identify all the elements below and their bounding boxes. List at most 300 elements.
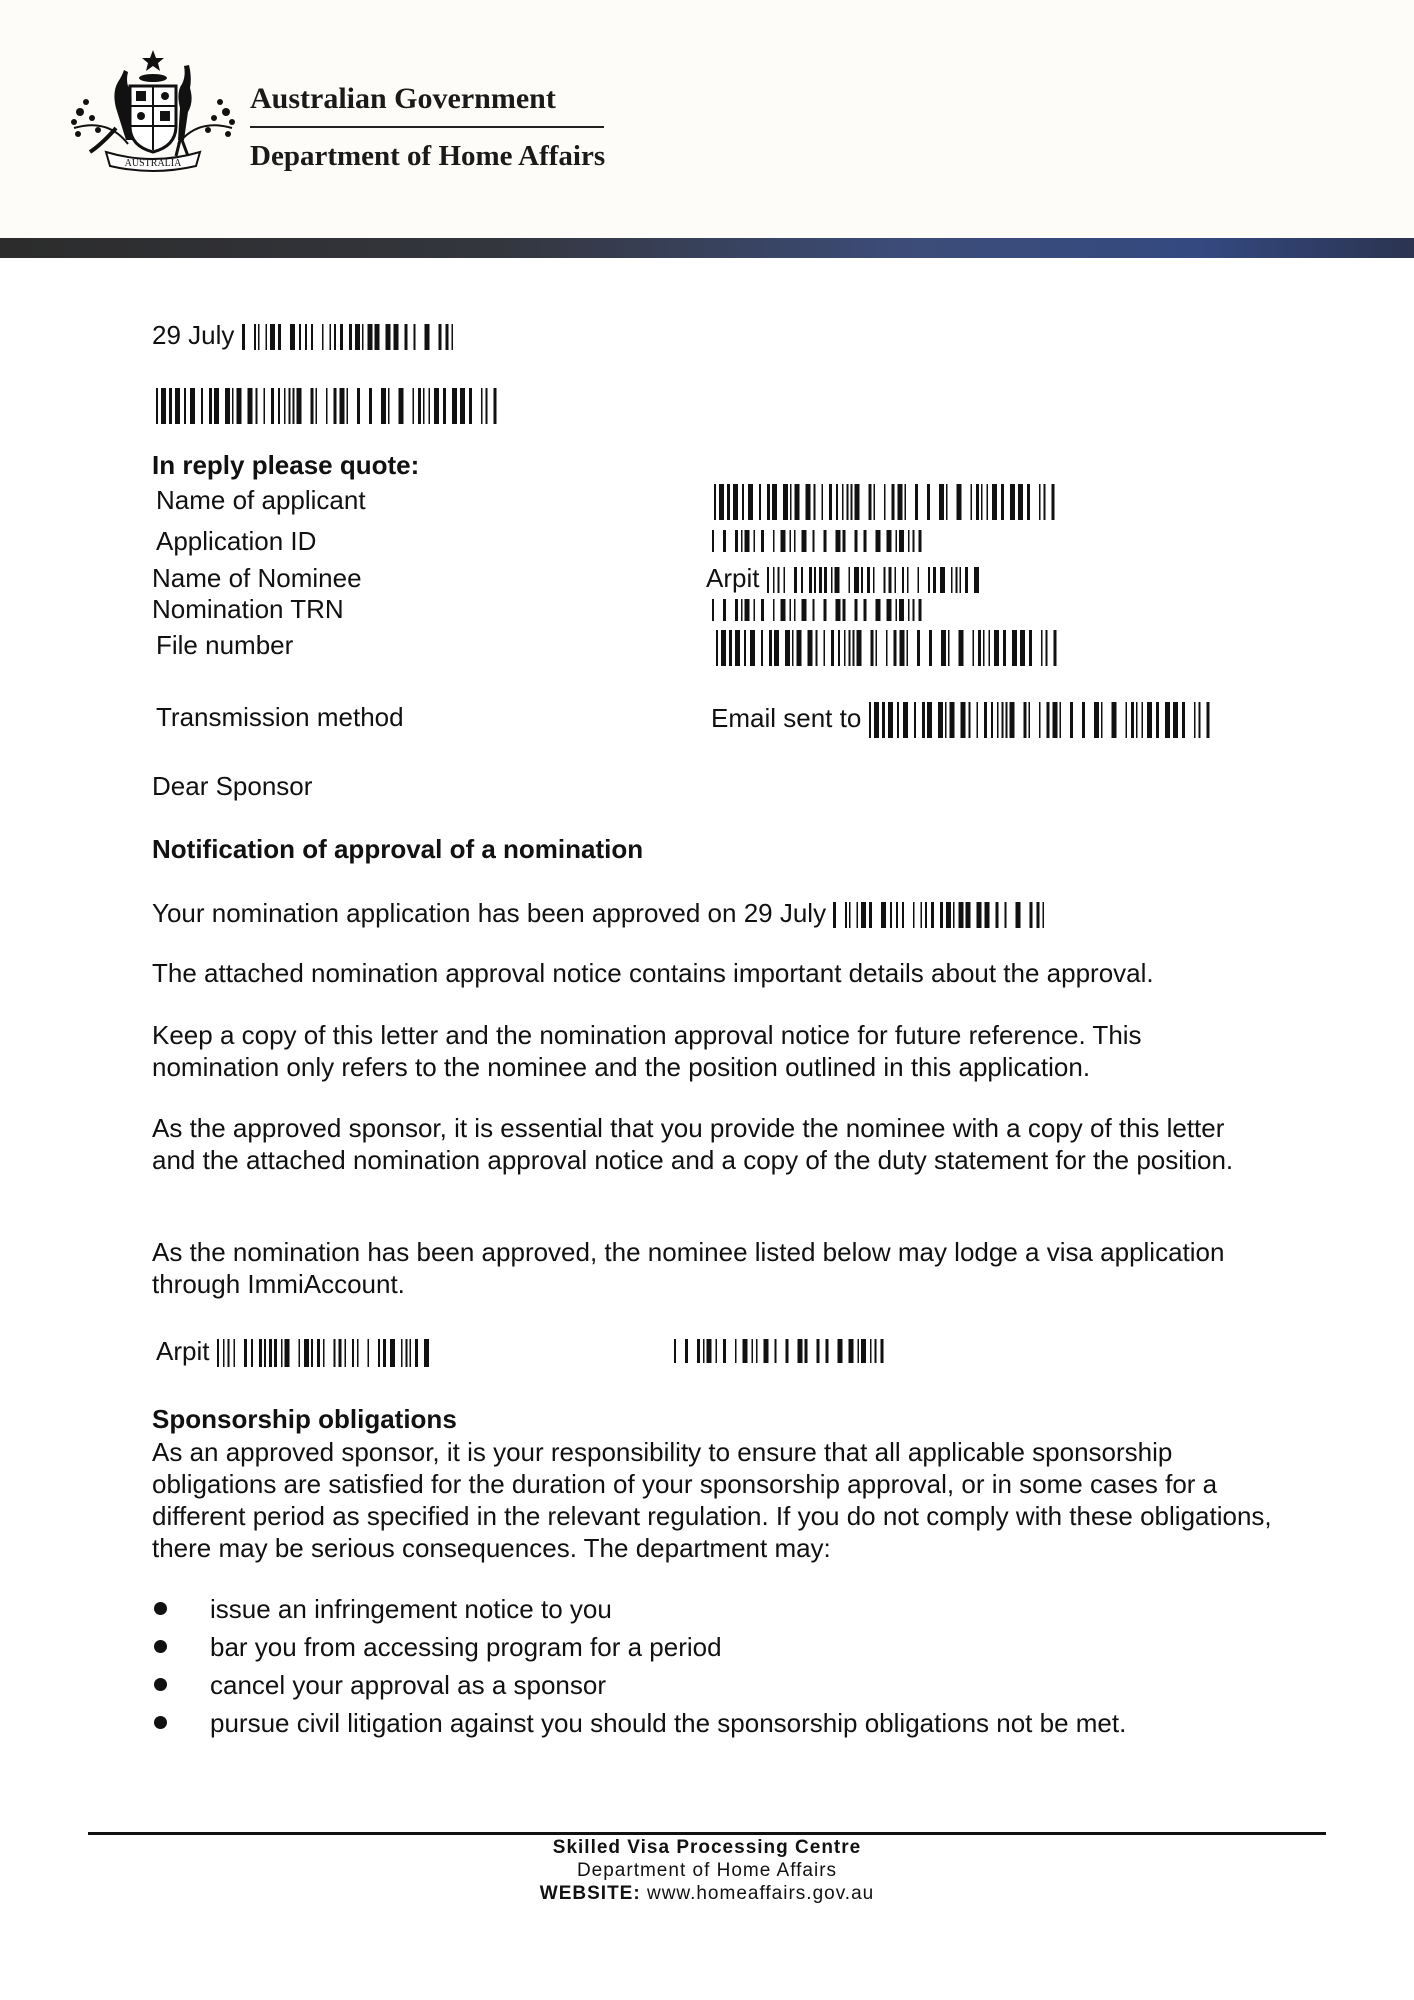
- crest-scroll-text: AUSTRALIA: [124, 158, 182, 169]
- barcode-bar: [251, 1339, 253, 1367]
- barcode-bar: [919, 530, 922, 552]
- list-item-text: issue an infringement notice to you: [210, 1594, 612, 1624]
- barcode-bar: [156, 388, 158, 424]
- barcode-bar: [831, 630, 834, 666]
- barcode-bar: [1041, 630, 1043, 666]
- barcode-bar: [258, 324, 260, 350]
- barcode-bar: [946, 902, 951, 928]
- barcode-bar: [232, 388, 234, 424]
- barcode-bar: [886, 630, 888, 666]
- barcode-bar: [777, 567, 779, 593]
- barcode-bar: [843, 599, 846, 621]
- barcode-bar: [871, 630, 874, 666]
- barcode-bar: [393, 324, 398, 350]
- header-divider: [250, 126, 604, 128]
- transmission-value: [711, 702, 1215, 738]
- barcode-bar: [853, 630, 855, 666]
- barcode-bar: [388, 388, 390, 424]
- barcode-bar: [326, 388, 328, 424]
- field-label-applicant: Name of applicant: [156, 485, 366, 515]
- barcode-bar: [759, 484, 761, 520]
- barcode-bar: [876, 630, 878, 666]
- barcode-bar: [1005, 702, 1007, 738]
- barcode-bar: [772, 484, 777, 520]
- website-link[interactable]: www.homeaffairs.gov.au: [646, 1883, 875, 1904]
- barcode-bar: [743, 1339, 748, 1363]
- barcode-bar: [357, 388, 360, 424]
- letter-subject: Notification of approval of a nomination: [152, 834, 644, 864]
- barcode-bar: [248, 388, 253, 424]
- list-item: [152, 1666, 1272, 1704]
- barcode-bar: [742, 484, 744, 520]
- footer-centre-name: Skilled Visa Processing Centre: [552, 1837, 862, 1858]
- barcode-bar: [347, 388, 349, 424]
- barcode-bar: [848, 567, 850, 593]
- barcode-bar: [842, 484, 844, 520]
- website-label: WEBSITE:: [539, 1883, 641, 1904]
- list-item: [152, 1590, 1272, 1628]
- barcode-bar: [329, 324, 331, 350]
- barcode-bar: [1054, 630, 1057, 666]
- barcode-bar: [413, 388, 415, 424]
- barcode-bar: [756, 1339, 758, 1363]
- barcode-bar: [813, 530, 815, 552]
- barcode-bar: [955, 567, 957, 593]
- barcode-bar: [802, 530, 807, 552]
- barcode-bar: [1023, 702, 1026, 738]
- barcode-bar: [824, 530, 827, 552]
- barcode-bar: [888, 702, 893, 738]
- barcode-bar: [1005, 902, 1007, 928]
- barcode-bar: [929, 630, 932, 666]
- barcode-bar: [254, 324, 256, 350]
- redacted-barcode: [833, 902, 1047, 928]
- barcode-bar: [881, 902, 886, 928]
- barcode-bar: [723, 530, 726, 552]
- barcode-bar: [941, 630, 946, 666]
- barcode-bar: [836, 599, 841, 621]
- barcode-bar: [790, 530, 792, 552]
- barcode-bar: [801, 567, 803, 593]
- barcode-bar: [761, 599, 764, 621]
- barcode-bar: [913, 902, 915, 928]
- footer-department: Department of Home Affairs: [576, 1860, 838, 1881]
- barcode-bar: [959, 567, 961, 593]
- barcode-bar: [1029, 630, 1032, 666]
- barcode-bar: [773, 530, 775, 552]
- barcode-bar: [908, 599, 910, 621]
- barcode-bar: [169, 388, 172, 424]
- barcode-bar: [781, 599, 786, 621]
- field-label-nominee: Name of Nominee: [152, 563, 362, 593]
- barcode-bar: [884, 484, 886, 520]
- bullet-icon: [154, 1678, 167, 1691]
- barcode-bar: [237, 388, 242, 424]
- barcode-bar: [855, 484, 860, 520]
- list-item-text: cancel your approval as a sponsor: [210, 1670, 607, 1700]
- redacted-barcode: [156, 388, 502, 424]
- barcode-bar: [264, 388, 266, 424]
- barcode-bar: [209, 388, 212, 424]
- barcode-bar: [413, 324, 415, 350]
- barcode-bar: [381, 388, 386, 424]
- barcode-bar: [452, 388, 457, 424]
- barcode-bar: [899, 530, 904, 552]
- field-label-transmission: Transmission method: [156, 702, 404, 732]
- barcode-bar: [333, 1339, 335, 1367]
- barcode-bar: [845, 902, 847, 928]
- barcode-bar: [385, 324, 390, 350]
- barcode-bar: [867, 567, 870, 593]
- barcode-bar: [919, 599, 922, 621]
- barcode-bar: [334, 324, 336, 350]
- field-label-nomination-trn: Nomination TRN: [152, 594, 344, 624]
- barcode-bar: [875, 1339, 877, 1363]
- barcode-bar: [1009, 702, 1014, 738]
- bullet-icon: [154, 1716, 167, 1729]
- barcode-bar: [888, 567, 891, 593]
- barcode-bar: [735, 599, 738, 621]
- barcode-bar: [907, 630, 909, 666]
- barcode-bar: [1018, 484, 1023, 520]
- barcode-bar: [383, 1339, 386, 1367]
- barcode-bar: [1012, 630, 1017, 666]
- barcode-bar: [290, 324, 295, 350]
- barcode-bar: [861, 902, 866, 928]
- barcode-bar: [735, 530, 738, 552]
- barcode-bar: [836, 530, 841, 552]
- barcode-bar: [1030, 902, 1033, 928]
- barcode-bar: [1141, 702, 1143, 738]
- barcode-bar: [946, 484, 948, 520]
- barcode-bar: [898, 484, 903, 520]
- barcode-bar: [773, 599, 775, 621]
- barcode-bar: [874, 484, 876, 520]
- barcode-bar: [278, 324, 281, 350]
- barcode-bar: [900, 630, 905, 666]
- barcode-bar: [817, 1339, 820, 1363]
- barcode-bar: [293, 388, 295, 424]
- barcode-bar: [1182, 702, 1185, 738]
- barcode-bar: [311, 1339, 313, 1367]
- barcode-bar: [873, 567, 875, 593]
- barcode-bar: [896, 902, 898, 928]
- barcode-bar: [1206, 702, 1209, 738]
- barcode-bar: [976, 484, 979, 520]
- barcode-bar: [785, 630, 790, 666]
- barcode-bar: [816, 630, 818, 666]
- barcode-bar: [775, 1339, 777, 1363]
- barcode-bar: [352, 1339, 354, 1367]
- approval-sentence: [152, 898, 1047, 928]
- barcode-bar: [917, 630, 920, 666]
- barcode-bar: [349, 324, 352, 350]
- barcode-bar: [949, 702, 954, 738]
- barcode-bar: [712, 530, 714, 552]
- barcode-bar: [983, 630, 985, 666]
- barcode-bar: [1101, 702, 1103, 738]
- letterhead: [0, 0, 1414, 238]
- barcode-bar: [340, 324, 343, 350]
- barcode-bar: [378, 1339, 380, 1367]
- barcode-bar: [1028, 702, 1030, 738]
- barcode-bar: [959, 902, 964, 928]
- barcode-bar: [978, 630, 981, 666]
- barcode-bar: [367, 1339, 369, 1367]
- barcode-bar: [367, 324, 372, 350]
- barcode-bar: [931, 902, 934, 928]
- barcode-bar: [896, 599, 898, 621]
- barcode-bar: [317, 1339, 320, 1367]
- barcode-bar: [913, 599, 915, 621]
- barcode-bar: [434, 388, 439, 424]
- barcode-bar: [908, 530, 910, 552]
- barcode-bar: [953, 902, 955, 928]
- barcode-bar: [945, 702, 947, 738]
- barcode-bar: [685, 1339, 688, 1363]
- barcode-bar: [802, 599, 807, 621]
- barcode-bar: [869, 902, 872, 928]
- barcode-bar: [259, 1339, 262, 1367]
- department-title: Department of Home Affairs: [250, 140, 606, 172]
- barcode-bar: [438, 324, 441, 350]
- barcode-bar: [754, 530, 756, 552]
- paragraph-lodge-visa: As the nomination has been approved, the nominee listed below may lodge a visa application through ImmiAccount.: [152, 1237, 1225, 1299]
- barcode-bar: [415, 1339, 418, 1367]
- barcode-bar: [914, 702, 916, 738]
- barcode-bar: [721, 630, 726, 666]
- barcode-bar: [1156, 702, 1159, 738]
- barcode-bar: [355, 324, 360, 350]
- barcode-bar: [750, 630, 755, 666]
- barcode-bar: [991, 702, 993, 738]
- barcode-bar: [723, 1339, 726, 1363]
- barcode-bar: [748, 484, 753, 520]
- barcode-bar: [269, 1339, 272, 1367]
- barcode-bar: [424, 324, 429, 350]
- barcode-bar: [344, 1339, 346, 1367]
- barcode-bar: [851, 484, 853, 520]
- paragraph-keep-copy: Keep a copy of this letter and the nomination approval notice for future reference. This nomination only refers to the nominee and the position outlined in this application.: [152, 1020, 1142, 1082]
- barcode-bar: [281, 1339, 283, 1367]
- barcode-bar: [1198, 702, 1200, 738]
- bullet-icon: [154, 1602, 167, 1615]
- barcode-bar: [741, 599, 743, 621]
- barcode-bar: [794, 567, 797, 593]
- barcode-bar: [304, 1339, 309, 1367]
- barcode-bar: [795, 484, 800, 520]
- barcode-bar: [674, 1339, 676, 1363]
- letter-date: [152, 320, 456, 350]
- consequences-list: [152, 1590, 1272, 1742]
- barcode-bar: [278, 388, 280, 424]
- barcode-bar: [922, 702, 925, 738]
- barcode-bar: [727, 484, 730, 520]
- barcode-bar: [274, 1339, 277, 1367]
- barcode-bar: [915, 484, 918, 520]
- barcode-bar: [887, 599, 892, 621]
- barcode-bar: [892, 484, 895, 520]
- barcode-bar: [256, 388, 258, 424]
- barcode-bar: [838, 1339, 843, 1363]
- barcode-bar: [849, 902, 851, 928]
- nominee-name-text: Arpit: [706, 563, 760, 593]
- barcode-bar: [223, 1339, 225, 1367]
- barcode-bar: [244, 1339, 247, 1367]
- barcode-bar: [225, 388, 230, 424]
- reply-quote-label: In reply please quote:: [152, 450, 420, 480]
- barcode-bar: [997, 702, 999, 738]
- barcode-bar: [214, 388, 219, 424]
- barcode-bar: [769, 630, 772, 666]
- barcode-bar: [794, 599, 796, 621]
- barcode-bar: [744, 630, 746, 666]
- barcode-bar: [833, 902, 836, 928]
- barcode-bar: [201, 388, 203, 424]
- list-item-text: bar you from accessing program for a period: [210, 1632, 722, 1662]
- barcode-bar: [897, 702, 899, 738]
- barcode-bar: [847, 484, 849, 520]
- barcode-bar: [994, 630, 999, 666]
- barcode-bar: [1070, 702, 1073, 738]
- barcode-bar: [959, 630, 964, 666]
- barcode-bar: [881, 1339, 884, 1363]
- redacted-barcode: [712, 530, 924, 552]
- barcode-bar: [362, 324, 364, 350]
- barcode-bar: [792, 630, 794, 666]
- barcode-bar: [981, 484, 983, 520]
- barcode-bar: [921, 902, 923, 928]
- barcode-bar: [1165, 702, 1170, 738]
- barcode-bar: [1039, 484, 1041, 520]
- barcode-bar: [486, 388, 488, 424]
- barcode-bar: [814, 567, 816, 593]
- barcode-bar: [790, 599, 792, 621]
- barcode-bar: [1059, 702, 1061, 738]
- nominee-line: [156, 1336, 429, 1367]
- barcode-bar: [390, 1339, 395, 1367]
- barcode-bar: [1052, 702, 1057, 738]
- barcode-bar: [1039, 702, 1041, 738]
- paragraph-approved-sponsor: As the approved sponsor, it is essential that you provide the nominee with a copy of this letter and the attached nomination approval notice and a copy of the duty statement for the position.: [152, 1113, 1234, 1175]
- barcode-bar: [1027, 484, 1030, 520]
- barcode-bar: [469, 388, 472, 424]
- barcode-bar: [869, 702, 871, 738]
- barcode-bar: [992, 484, 997, 520]
- barcode-bar: [831, 567, 833, 593]
- barcode-bar: [933, 567, 936, 593]
- barcode-bar: [806, 484, 811, 520]
- department-name: [250, 82, 605, 173]
- barcode-bar: [940, 902, 943, 928]
- barcode-bar: [374, 324, 379, 350]
- barcode-bar: [1001, 702, 1003, 738]
- footer-website: [0, 1882, 1414, 1905]
- barcode-bar: [401, 1339, 403, 1367]
- barcode-bar: [960, 702, 965, 738]
- barcode-bar: [1044, 484, 1046, 520]
- barcode-bar: [1020, 630, 1025, 666]
- redacted-barcode: [674, 1339, 886, 1363]
- barcode-bar: [1052, 484, 1055, 520]
- barcode-bar: [987, 484, 989, 520]
- barcode-bar: [761, 630, 763, 666]
- barcode-bar: [855, 530, 858, 552]
- barcode-bar: [902, 902, 904, 928]
- barcode-bar: [855, 599, 858, 621]
- barcode-bar: [723, 599, 726, 621]
- barcode-bar: [745, 599, 750, 621]
- barcode-bar: [311, 388, 314, 424]
- barcode-bar: [876, 530, 881, 552]
- barcode-bar: [813, 599, 815, 621]
- barcode-bar: [819, 567, 822, 593]
- barcode-bar: [741, 530, 743, 552]
- bullet-icon: [154, 1640, 167, 1653]
- barcode-bar: [786, 1339, 789, 1363]
- barcode-bar: [1094, 702, 1099, 738]
- barcode-bar: [957, 484, 962, 520]
- barcode-bar: [729, 630, 732, 666]
- barcode-bar: [951, 567, 953, 593]
- barcode-bar: [1037, 902, 1040, 928]
- barcode-bar: [899, 599, 904, 621]
- barcode-bar: [265, 324, 267, 350]
- barcode-bar: [826, 1339, 829, 1363]
- barcode-bar: [1046, 702, 1049, 738]
- barcode-bar: [1046, 630, 1048, 666]
- list-item: [152, 1704, 1272, 1742]
- redacted-barcode: [712, 599, 924, 621]
- barcode-bar: [405, 1339, 407, 1367]
- barcode-bar: [1173, 702, 1178, 738]
- barcode-bar: [808, 630, 813, 666]
- barcode-bar: [242, 324, 245, 350]
- barcode-bar: [883, 567, 885, 593]
- barcode-bar: [798, 1339, 803, 1363]
- barcode-bar: [1131, 702, 1134, 738]
- barcode-bar: [849, 630, 851, 666]
- barcode-bar: [1003, 630, 1006, 666]
- coat-of-arms-icon: [68, 48, 238, 176]
- barcode-bar: [948, 630, 950, 666]
- redacted-barcode: [869, 702, 1215, 738]
- barcode-bar: [858, 1339, 860, 1363]
- field-label-file-number: File number: [156, 630, 294, 660]
- barcode-bar: [733, 484, 738, 520]
- redacted-barcode: [242, 324, 456, 350]
- barcode-bar: [989, 630, 991, 666]
- barcode-bar: [1082, 702, 1085, 738]
- barcode-bar: [917, 567, 919, 593]
- barcode-bar: [861, 1339, 866, 1363]
- barcode-bar: [338, 1339, 341, 1367]
- redacted-barcode: [217, 1339, 429, 1367]
- barcode-bar: [824, 599, 827, 621]
- barcode-bar: [299, 324, 301, 350]
- barcode-bar: [843, 530, 846, 552]
- barcode-bar: [857, 902, 859, 928]
- barcode-bar: [1125, 702, 1127, 738]
- barcode-bar: [894, 630, 897, 666]
- barcode-bar: [976, 702, 978, 738]
- barcode-bar: [824, 630, 826, 666]
- barcode-bar: [783, 567, 785, 593]
- barcode-bar: [882, 702, 885, 738]
- barcode-bar: [429, 388, 431, 424]
- barcode-bar: [735, 1339, 737, 1363]
- barcode-bar: [781, 530, 786, 552]
